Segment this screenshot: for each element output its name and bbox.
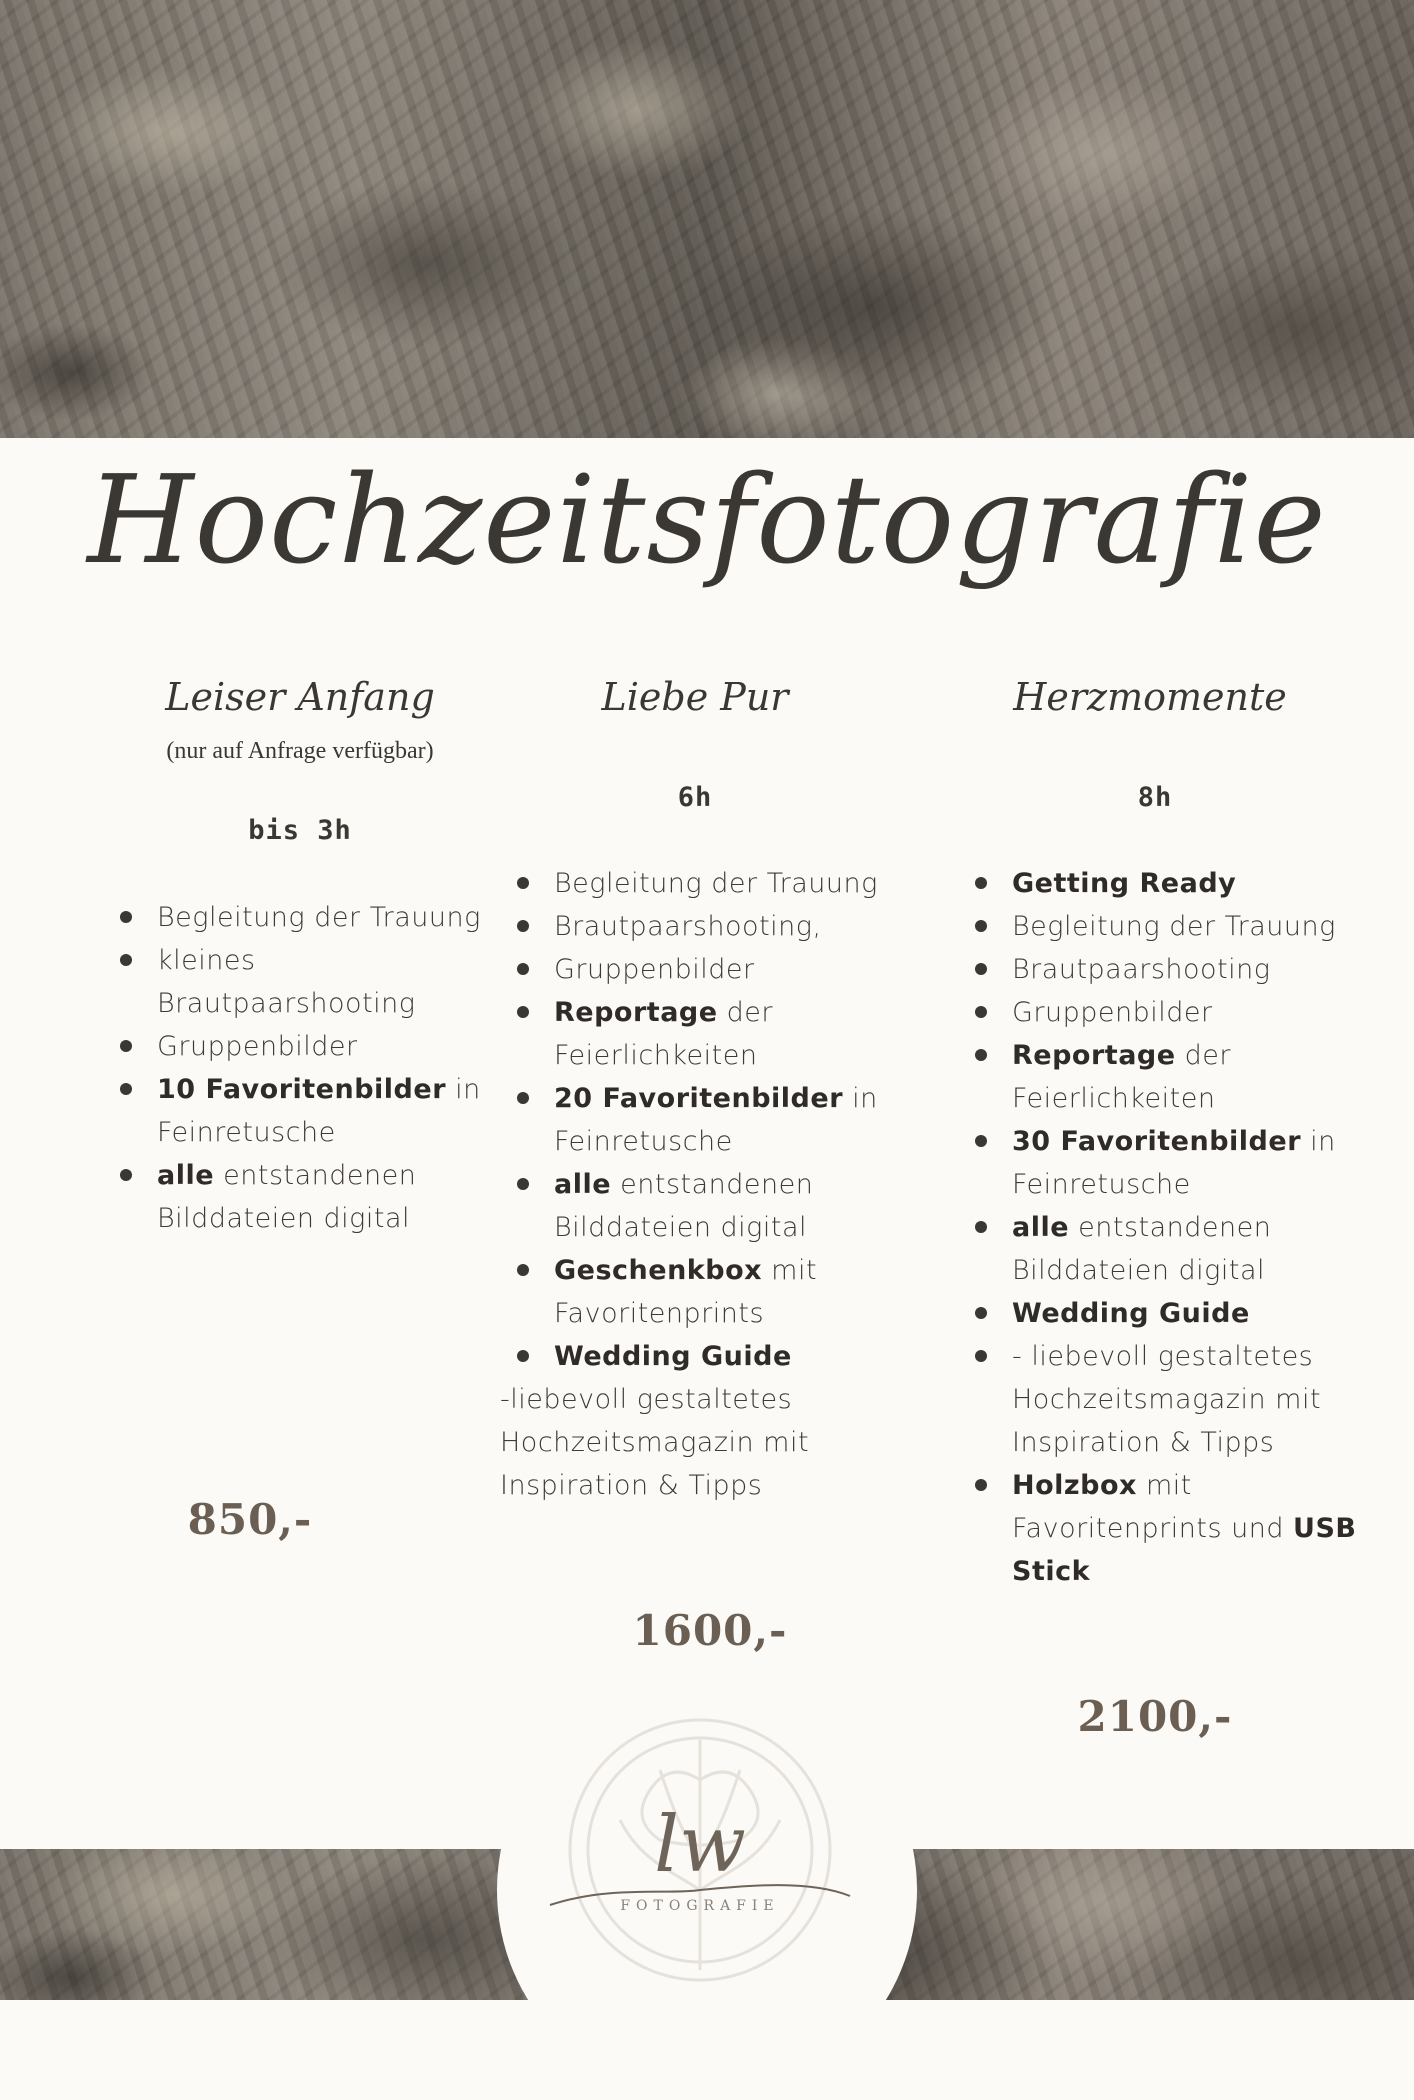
list-item: Gruppenbilder <box>514 948 884 991</box>
package-price: 850,- <box>187 1495 313 1544</box>
list-item: Reportage der Feierlichkeiten <box>514 991 884 1077</box>
logo-text: FOTOGRAFIE <box>620 1898 780 1914</box>
list-item: alle entstandenen Bilddateien digital <box>514 1163 884 1249</box>
package-name-leiser-anfang: Leiser Anfang <box>165 675 435 719</box>
package-price: 2100,- <box>1077 1692 1233 1741</box>
list-item: Wedding Guide <box>972 1292 1372 1335</box>
list-item-extra: -liebevoll gestaltetes Hochzeitsmagazin mit Inspiration & Tipps <box>500 1384 810 1501</box>
list-item: Reportage der Feierlichkeiten <box>972 1034 1372 1120</box>
list-item: Holzbox mit Favoritenprints und USB Stick <box>972 1464 1372 1593</box>
logo-initials: lw <box>654 1800 746 1890</box>
bark-header-image <box>0 0 1414 438</box>
list-item: - liebevoll gestaltetes Hochzeitsmagazin mit Inspiration & Tipps <box>972 1335 1372 1464</box>
package-hours: bis 3h <box>248 815 352 846</box>
list-item: Brautpaarshooting, <box>514 905 884 948</box>
list-item: Geschenkbox mit Favoritenprints <box>514 1249 884 1335</box>
package-name-herzmomente: Herzmomente <box>1013 675 1287 719</box>
list-item: 10 Favoritenbilder in Feinretusche <box>117 1068 507 1154</box>
list-item: Begleitung der Trauung <box>117 896 507 939</box>
list-item: Gruppenbilder <box>972 991 1372 1034</box>
package-hours: 8h <box>1137 782 1173 813</box>
feature-list <box>972 862 1372 1593</box>
list-item: Begleitung der Trauung <box>514 862 884 905</box>
feature-list <box>117 896 507 1240</box>
list-item: Begleitung der Trauung <box>972 905 1372 948</box>
feature-list <box>500 862 884 1507</box>
package-note: (nur auf Anfrage verfügbar) <box>166 738 434 764</box>
list-item: Wedding Guide <box>514 1335 884 1378</box>
list-item: Brautpaarshooting <box>972 948 1372 991</box>
list-item: 20 Favoritenbilder in Feinretusche <box>514 1077 884 1163</box>
list-item: kleines Brautpaarshooting <box>117 939 507 1025</box>
package-price: 1600,- <box>632 1606 788 1655</box>
package-name-liebe-pur: Liebe Pur <box>601 675 789 719</box>
list-item: alle entstandenen Bilddateien digital <box>117 1154 507 1240</box>
list-item: Gruppenbilder <box>117 1025 507 1068</box>
list-item: alle entstandenen Bilddateien digital <box>972 1206 1372 1292</box>
list-item: Getting Ready <box>972 862 1372 905</box>
page-title: Hochzeitsfotografie <box>87 449 1327 591</box>
list-item: 30 Favoritenbilder in Feinretusche <box>972 1120 1372 1206</box>
package-hours: 6h <box>677 782 713 813</box>
